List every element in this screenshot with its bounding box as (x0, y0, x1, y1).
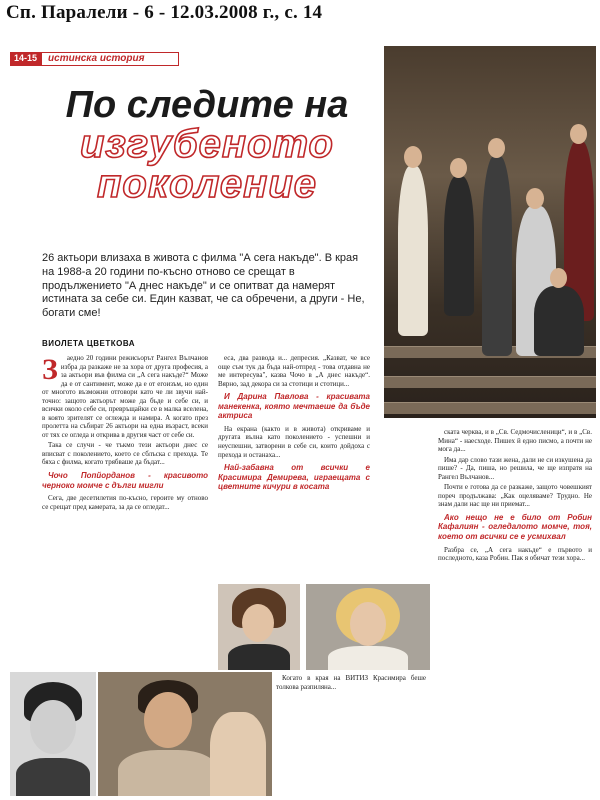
paragraph: Почти е готова да се разкаже, защото човешкият пореч продължава: „Как оцеляваме? Трудно. Не знам дали нас ще ни приемат... (438, 483, 592, 509)
person-head (550, 268, 567, 288)
person-head (488, 138, 505, 158)
paragraph: еса, два развода и... депресия. „Казват, че все още съм тук да бъда най-отпред - това отдавна не ме интересува", казва Чочо в „А днес накъде“. Вярно, зад декора си за стотици и стотици... (218, 354, 370, 388)
pull-quote: И Дарина Павлова - красивата манекенка, която мечтаеше да бъде актриса (218, 392, 370, 421)
stair-step (384, 376, 596, 388)
author-byline: ВИОЛЕТА ЦВЕТКОВА (42, 339, 135, 348)
article-column-2-lower (276, 674, 426, 796)
shoulders-shape (16, 758, 90, 796)
headline-line-3: поколение (96, 162, 317, 206)
article-column-1 (42, 354, 208, 666)
actor-young-portrait (10, 672, 96, 796)
source-citation: Сп. Паралели - 6 - 12.03.2008 г., с. 14 (6, 2, 323, 23)
paragraph: Има дар слово тази жена, дали не си изкушена да пише? - Да, пиша, но решила, че ще изпратя на Рангел Вълчанов... (438, 455, 592, 481)
face-shape (350, 602, 386, 646)
paragraph: Сега, две десетилетия по-късно, героите му отново се срещат пред камерата, за да се огледат... (42, 494, 208, 511)
paragraph: Така се случи - че тъкмо тези актьори днес се вписват с поколението, което се сблъска с прехода. Те бяха с филма, когато трябваше да бъдат... (42, 441, 208, 467)
shoulders-shape (328, 646, 408, 670)
drop-cap: З (42, 354, 58, 386)
cast-group-photo (384, 46, 596, 418)
person-head (526, 188, 544, 209)
rubric-label: истинска история (41, 52, 179, 66)
rubric-bar (10, 52, 179, 66)
actor-mature-portrait (98, 672, 272, 796)
second-figure-shape (210, 712, 266, 796)
paragraph: Когато в края на ВИТИЗ Красимира беше толкова разпиляна... (276, 674, 426, 691)
person-figure (482, 156, 512, 356)
magazine-page (6, 36, 596, 800)
face-shape (144, 692, 192, 748)
person-head (570, 124, 587, 144)
paragraph: Разбра се, „А сега накъде“ е първото и последното, каза Робин. Пак я обичат тези хора... (438, 545, 592, 563)
headline-line-2: изгубеното (79, 122, 334, 166)
headline-line-1: По следите на (65, 84, 349, 126)
face-shape (242, 604, 274, 642)
article-column-2 (218, 354, 370, 576)
pull-quote: Чочо Попйорданов - красивото черноко момче с дълги мигли (42, 470, 208, 490)
actress-young-portrait (218, 584, 300, 670)
shoulders-shape (228, 644, 290, 670)
person-head (450, 158, 467, 178)
person-figure (398, 166, 428, 336)
person-figure (444, 176, 474, 316)
pull-quote: Най-забавна от всички е Красимира Демирева, играещата с цветните кичури в косата (218, 463, 370, 492)
actress-mature-portrait (306, 584, 430, 670)
stair-step (384, 402, 596, 414)
article-column-3 (438, 428, 592, 796)
article-headline (42, 86, 372, 204)
person-head (404, 146, 422, 168)
face-shape (30, 700, 76, 754)
paragraph: На екрана (както и в живота) откриваме и другата вълна като поколението - успешни и неуспешни, затворени в себе си, които дойдоха с прехода и останаха... (218, 424, 370, 459)
paragraph: ската черква, и в „Св. Седмочисленици“, и в „Св. Мина“ - наесходе. Пишех й едно писмо, а почти не мога да... (438, 428, 592, 454)
shoulders-shape (118, 750, 218, 796)
paragraph: аедно 20 години режисьорът Рангел Вълчанов избра да разкаже не за хора от друга професия, а за актьори във филма си „А сега накъде?“ Може да е от сантимент, може да е от егоизъм, но един от многото възможни отговори като че ли звучи най-точно: защото актьорът може да бъде и себе си, и всички около себе си, превръщайки се в малка вселена, в която зрителят се оглежда и намира. А когато през пролетта на събират 26 актьори на една възраст, всеки от тях се огледа и открива в другия част от себе си. (42, 354, 208, 439)
pull-quote: Ако нещо не е било от Робин Кафалиян - огледалото момче, тоя, което от всички се е усмихвал (438, 512, 592, 541)
article-lead: 26 актьори влизаха в живота с филма "А сега накъде". В края на 1988-а 20 години по-късно отново се срещат в продължението "А днес накъде" и се опитват да намерят истината за себе си. Един казват, че са обречени, а други - Не, богати сме! (42, 252, 365, 319)
person-figure (534, 286, 584, 356)
page-numbers: 14-15 (10, 52, 41, 66)
